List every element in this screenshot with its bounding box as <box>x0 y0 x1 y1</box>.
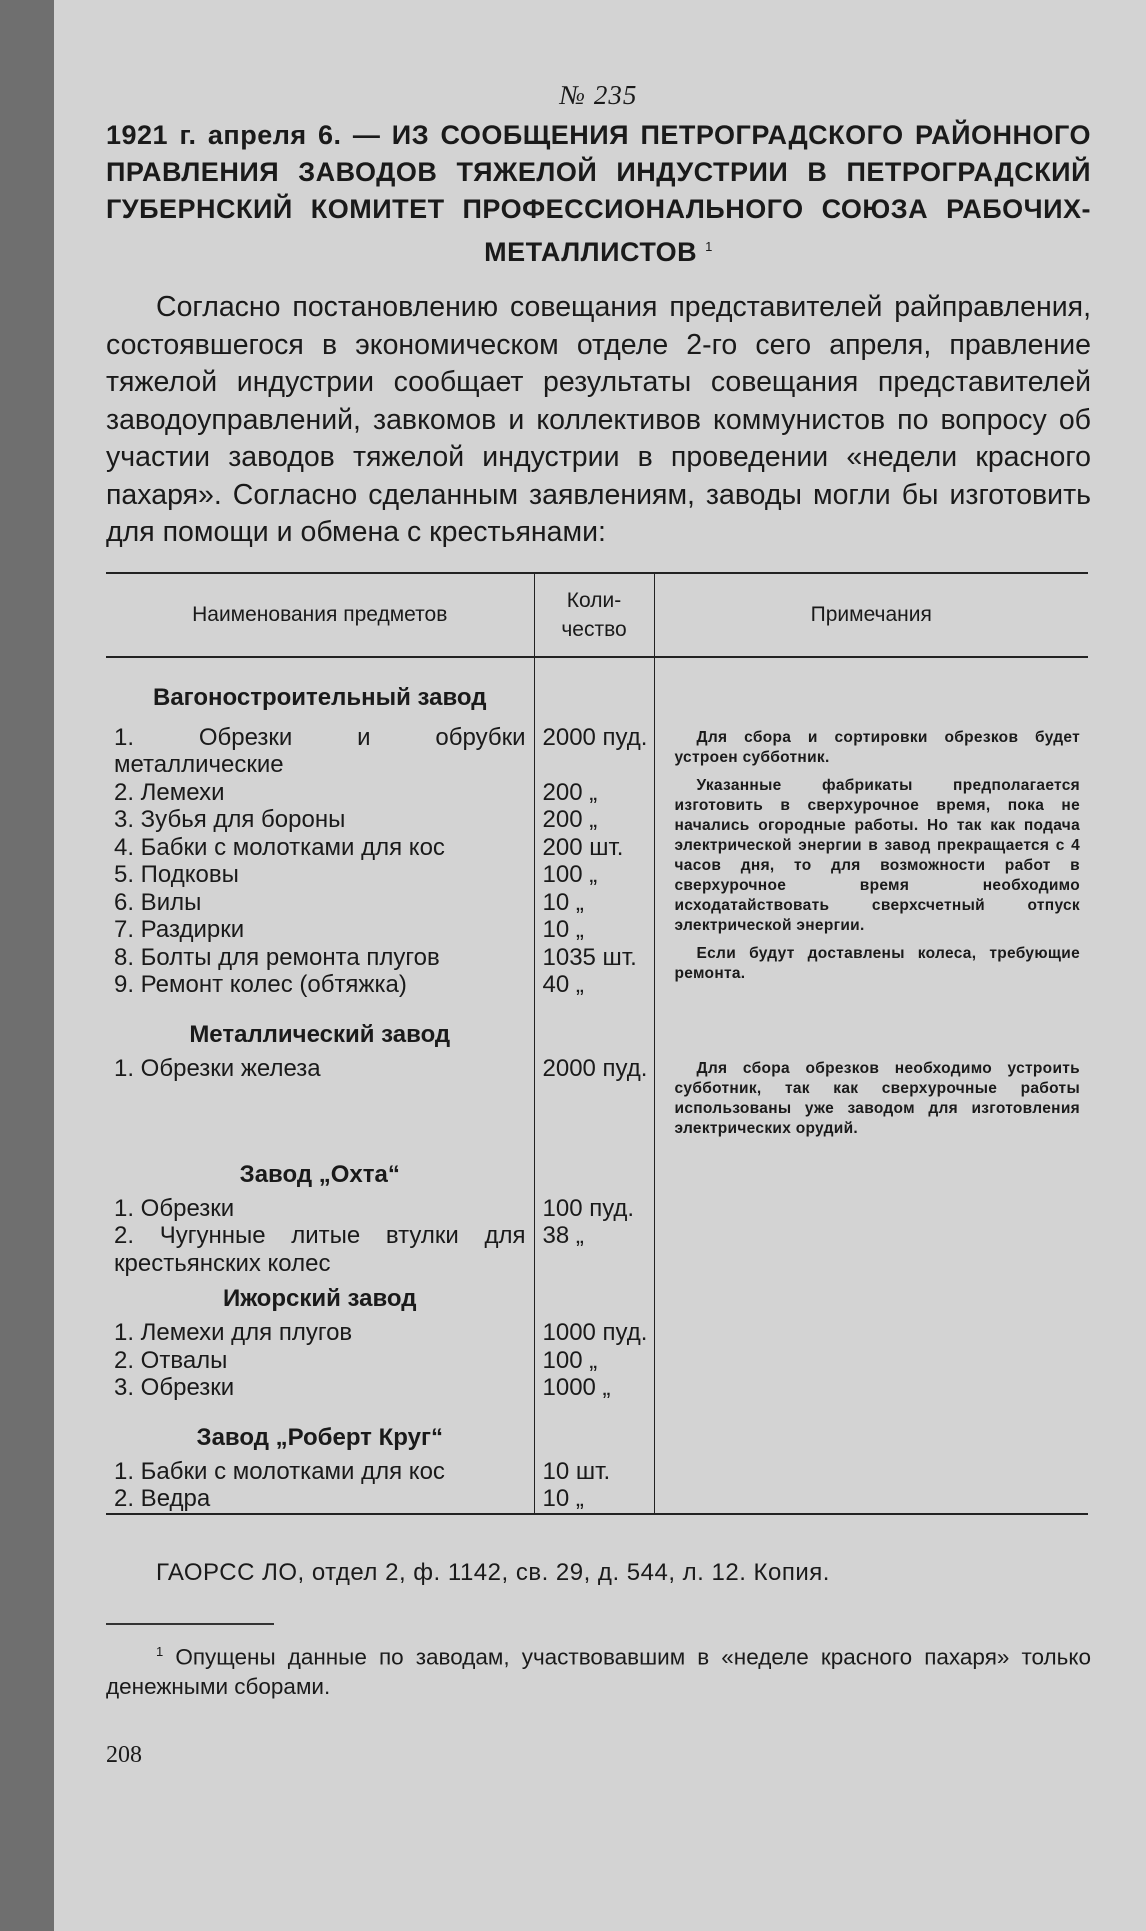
item-name: 9. Ремонт колес (обтяжка) <box>114 971 407 998</box>
item-name: 2. Отвалы <box>114 1346 228 1374</box>
archive-source: ГАОРСС ЛО, отдел 2, ф. 1142, св. 29, д. 544, л. 12. Копия. <box>156 1558 830 1586</box>
section-items-row <box>106 724 1088 999</box>
item-name: 1. Обрезки и обрубки металлические <box>114 723 526 778</box>
item-qty: 1000 „ <box>542 1374 611 1401</box>
empty-cell <box>534 1402 654 1458</box>
item-qty: 2000 пуд. <box>542 1054 648 1082</box>
item-name: 7. Раздирки <box>114 916 245 943</box>
empty-cell <box>534 999 654 1055</box>
item-qty: 40 „ <box>542 971 584 998</box>
empty-cell <box>534 1277 654 1319</box>
item-qty: 1035 шт. <box>542 943 637 971</box>
item-names-cell <box>106 1195 534 1278</box>
item-names-cell <box>106 1319 534 1402</box>
document-title <box>106 117 1091 271</box>
section-title: Вагоностроительный завод <box>106 657 534 724</box>
empty-cell <box>654 1402 1088 1458</box>
item-names-cell <box>106 1055 534 1139</box>
item-name: 2. Лемехи <box>114 778 225 806</box>
item-name: 3. Обрезки <box>114 1374 235 1401</box>
item-notes-cell <box>654 1195 1088 1278</box>
note-paragraph: Указанные фабрикаты предполагается изготовить в сверхурочное время, пока не начались огородные работы. Но так как подача электрической энергии в завод прекращается с 4 часов дня, то для возможности работ в сверхурочное время необходимо исходатайствовать сверхсчетный отпуск электрической энергии. <box>674 776 1080 934</box>
item-qty: 100 „ <box>542 861 598 888</box>
document-number: № 235 <box>559 80 638 110</box>
item-qty: 2000 пуд. <box>542 723 648 751</box>
item-name: 1. Обрезки железа <box>114 1054 321 1082</box>
empty-cell <box>654 657 1088 724</box>
item-names-cell <box>106 1458 534 1514</box>
section-items-row <box>106 1319 1088 1402</box>
note-paragraph: Если будут доставлены колеса, требующие ремонта. <box>674 944 1080 982</box>
item-notes-cell <box>654 1458 1088 1514</box>
empty-cell <box>534 657 654 724</box>
page <box>54 0 1146 1931</box>
section-title: Ижорский завод <box>106 1277 534 1319</box>
item-qty: 38 „ <box>542 1222 584 1249</box>
item-qty: 200 „ <box>542 806 598 833</box>
item-name: 4. Бабки с молотками для кос <box>114 833 445 861</box>
header-qty: Коли- чество <box>534 573 654 657</box>
section-header-row <box>106 999 1088 1055</box>
item-qty-cell <box>534 1458 654 1514</box>
note-paragraph: Для сбора обрезков необходимо устроить субботник, так как сверхурочные работы использованы уже заводом для изготовления электрических орудий. <box>674 1059 1080 1137</box>
footnote <box>106 1637 1091 1703</box>
item-notes-cell <box>654 1319 1088 1402</box>
empty-cell <box>654 999 1088 1055</box>
footnote-text: Опущены данные по заводам, участвовавшим в «неделе красного пахаря» только денежными сборами. <box>106 1644 1091 1699</box>
item-qty-cell <box>534 1055 654 1139</box>
item-qty: 100 „ <box>542 1346 598 1374</box>
table-body <box>106 657 1088 1514</box>
items-table <box>106 572 1088 1515</box>
item-qty: 10 „ <box>542 916 584 943</box>
item-names-cell <box>106 724 534 999</box>
item-name: 3. Зубья для бороны <box>114 806 346 833</box>
item-name: 2. Ведра <box>114 1485 211 1512</box>
section-items-row <box>106 1195 1088 1278</box>
section-items-row <box>106 1055 1088 1139</box>
table-header-row <box>106 573 1088 657</box>
section-header-row <box>106 1139 1088 1195</box>
section-title: Завод „Охта“ <box>106 1139 534 1195</box>
header-notes: Примечания <box>654 573 1088 657</box>
footnote-divider <box>106 1623 274 1625</box>
item-notes-cell <box>654 1055 1088 1139</box>
section-header-row <box>106 1277 1088 1319</box>
item-qty: 10 шт. <box>542 1457 611 1485</box>
header-name: Наименования предметов <box>106 573 534 657</box>
empty-cell <box>654 1277 1088 1319</box>
footnote-mark: 1 <box>156 1643 164 1659</box>
item-name: 1. Лемехи для плугов <box>114 1319 353 1346</box>
section-header-row <box>106 1402 1088 1458</box>
item-qty: 1000 пуд. <box>542 1319 648 1346</box>
item-qty-cell <box>534 724 654 999</box>
note-paragraph: Для сбора и сортировки обрезков будет устроен субботник. <box>674 728 1080 766</box>
section-items-row <box>106 1458 1088 1514</box>
item-name: 5. Подковы <box>114 861 239 888</box>
item-name: 1. Бабки с молотками для кос <box>114 1457 445 1485</box>
section-header-row <box>106 657 1088 724</box>
item-qty: 100 пуд. <box>542 1194 635 1222</box>
page-number: 208 <box>106 1742 142 1768</box>
item-name: 2. Чугунные литые втулки для крестьянских колес <box>114 1222 526 1277</box>
section-title: Завод „Роберт Круг“ <box>106 1402 534 1458</box>
item-qty: 200 шт. <box>542 833 624 861</box>
item-name: 8. Болты для ремонта плугов <box>114 943 440 971</box>
title-footnote-mark[interactable]: 1 <box>705 239 713 254</box>
item-qty: 10 „ <box>542 1485 584 1512</box>
empty-cell <box>534 1139 654 1195</box>
document-title-text: 1921 г. апреля 6. — ИЗ СООБЩЕНИЯ ПЕТРОГРАДСКОГО РАЙОННОГО ПРАВЛЕНИЯ ЗАВОДОВ ТЯЖЕЛОЙ ИНДУСТРИИ В ПЕТРОГРАДСКИЙ ГУБЕРНСКИЙ КОМИТЕТ ПРОФЕССИОНАЛЬНОГО СОЮЗА РАБОЧИХ-МЕТАЛЛИСТОВ <box>106 120 1091 267</box>
intro-paragraph: Согласно постановлению совещания представителей райправления, состоявшегося в экономическом отделе 2-го сего апреля, правление тяжелой индустрии сообщает результаты совещания представителей заводоуправлений, завкомов и коллективов коммунистов по вопросу об участии заводов тяжелой индустрии в проведении «недели красного пахаря». Согласно сделанным заявлениям, заводы могли бы изготовить для помощи и обмена с крестьянами: <box>106 291 1091 548</box>
page-content <box>106 80 1091 1769</box>
item-name: 1. Обрезки <box>114 1194 235 1222</box>
section-title: Металлический завод <box>106 999 534 1055</box>
item-qty-cell <box>534 1195 654 1278</box>
item-name: 6. Вилы <box>114 888 202 916</box>
item-qty: 200 „ <box>542 778 598 806</box>
item-qty: 10 „ <box>542 888 584 916</box>
item-qty-cell <box>534 1319 654 1402</box>
item-notes-cell <box>654 724 1088 999</box>
empty-cell <box>654 1139 1088 1195</box>
